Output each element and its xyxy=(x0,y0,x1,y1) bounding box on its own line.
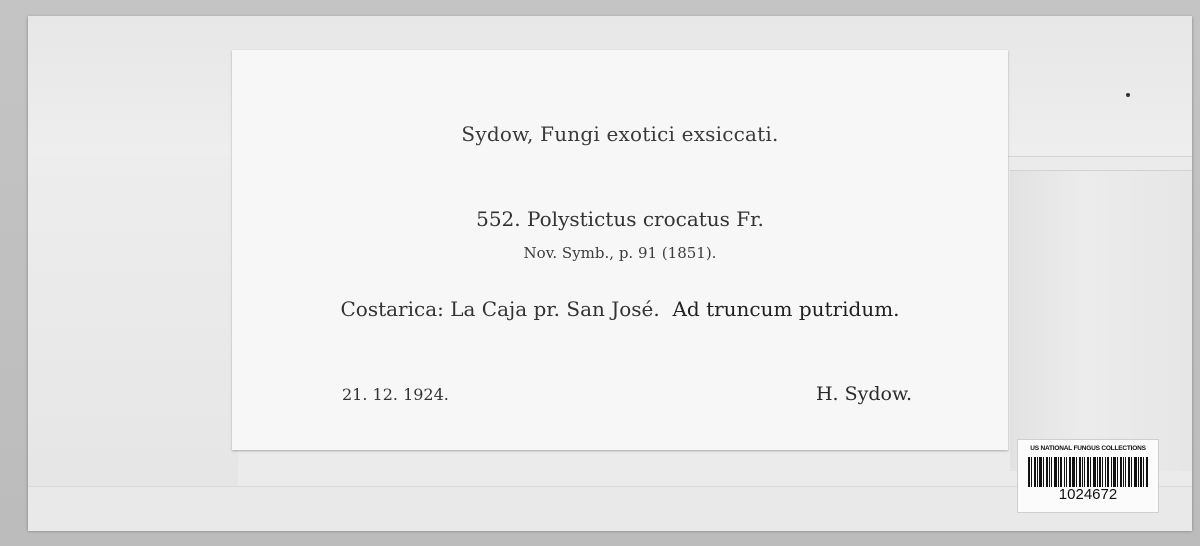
debris-speck xyxy=(1126,93,1130,97)
series-title: Sydow, Fungi exotici exsiccati. xyxy=(461,122,779,146)
barcode-bars-icon xyxy=(1028,457,1148,487)
collector-name: H. Sydow. xyxy=(815,383,912,405)
literature-citation: Nov. Symb., p. 91 (1851). xyxy=(523,244,717,262)
barcode-sticker xyxy=(1017,439,1159,513)
barcode-number: 1024672 xyxy=(1058,486,1118,503)
locality-text: Costarica: La Caja pr. San José. xyxy=(340,297,660,321)
habitat-text: Ad truncum putridum. xyxy=(672,297,900,321)
packet-right-flap xyxy=(1010,170,1192,471)
packet-left-flap xyxy=(28,156,238,486)
collection-date: 21. 12. 1924. xyxy=(342,385,449,404)
herbarium-label xyxy=(232,50,1008,450)
species-name: 552. Polystictus crocatus Fr. xyxy=(476,207,764,231)
barcode-institution: US NATIONAL FUNGUS COLLECTIONS xyxy=(1030,445,1146,452)
locality-line xyxy=(232,297,1008,321)
